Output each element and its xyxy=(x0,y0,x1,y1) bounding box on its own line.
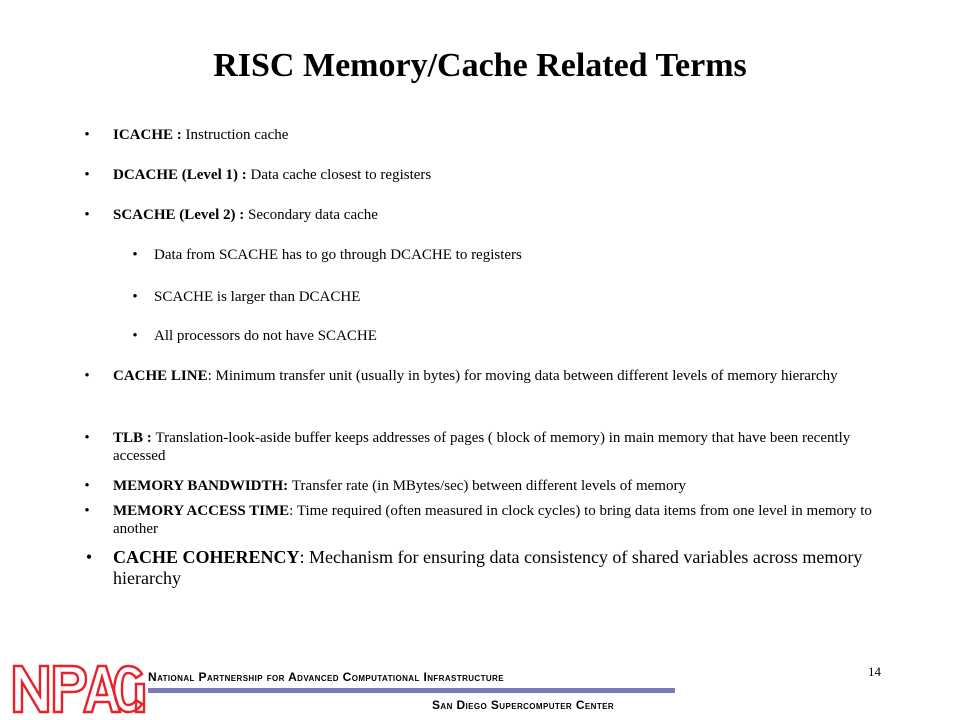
bullet-icon: • xyxy=(132,289,138,305)
bullet-icon: • xyxy=(84,368,90,384)
term-label: ICACHE : xyxy=(113,127,186,143)
footer-divider xyxy=(148,688,675,693)
bullet-icon: • xyxy=(132,328,138,344)
term-definition: Data cache closest to registers xyxy=(250,167,432,183)
bullet-icon: • xyxy=(84,503,90,519)
organization-name: National Partnership for Advanced Computational Infrastructure xyxy=(148,670,504,684)
bullet-icon: • xyxy=(84,430,90,446)
sub-item-text: Data from SCACHE has to go through DCACHE to registers xyxy=(154,247,522,263)
bullet-icon: • xyxy=(84,167,90,183)
term-label: DCACHE (Level 1) : xyxy=(113,167,251,183)
term-label: CACHE LINE xyxy=(113,368,208,384)
term-label: TLB : xyxy=(113,430,156,446)
page-number: 14 xyxy=(868,664,881,679)
term-item-memory-access-time xyxy=(80,502,890,538)
term-label: MEMORY ACCESS TIME xyxy=(113,503,290,519)
term-definition: : Minimum transfer unit (usually in bytes) for moving data between different levels of memory hierarchy xyxy=(207,368,838,384)
bullet-icon: • xyxy=(84,127,90,143)
bullet-icon: • xyxy=(132,247,138,263)
sub-item-scache-availability xyxy=(128,327,888,345)
bullet-icon: • xyxy=(84,207,90,223)
slide-title: RISC Memory/Cache Related Terms xyxy=(213,47,747,84)
sub-item-text: SCACHE is larger than DCACHE xyxy=(154,289,361,305)
term-item-cache-line xyxy=(80,367,890,385)
term-label: SCACHE (Level 2) : xyxy=(113,207,248,223)
term-definition: Instruction cache xyxy=(185,127,289,143)
bullet-icon: • xyxy=(84,478,90,494)
center-name: San Diego Supercomputer Center xyxy=(432,698,615,712)
term-item-tlb xyxy=(80,429,890,465)
bullet-icon: • xyxy=(85,547,93,567)
sub-item-scache-size xyxy=(128,288,888,306)
term-item-cache-coherency xyxy=(82,547,892,589)
term-label: MEMORY BANDWIDTH: xyxy=(113,478,292,494)
term-definition: : Mechanism for ensuring data consistency of shared variables across memory hierarchy xyxy=(113,547,863,588)
sub-item-text: All processors do not have SCACHE xyxy=(154,328,377,344)
term-item-memory-bandwidth xyxy=(80,477,890,495)
term-definition: Transfer rate (in MBytes/sec) between different levels of memory xyxy=(291,478,686,494)
npaci-logo xyxy=(10,660,146,716)
term-definition: Translation-look-aside buffer keeps addresses of pages ( block of memory) in main memory that have been recently accessed xyxy=(113,430,851,464)
sub-item-scache-path xyxy=(128,246,888,264)
term-item-dcache xyxy=(80,166,880,184)
term-definition: : Time required (often measured in clock cycles) to bring data items from one level in memory to another xyxy=(113,503,872,537)
term-item-scache xyxy=(80,206,880,224)
term-label: CACHE COHERENCY xyxy=(113,547,300,567)
term-item-icache xyxy=(80,126,880,144)
term-definition: Secondary data cache xyxy=(248,207,378,223)
